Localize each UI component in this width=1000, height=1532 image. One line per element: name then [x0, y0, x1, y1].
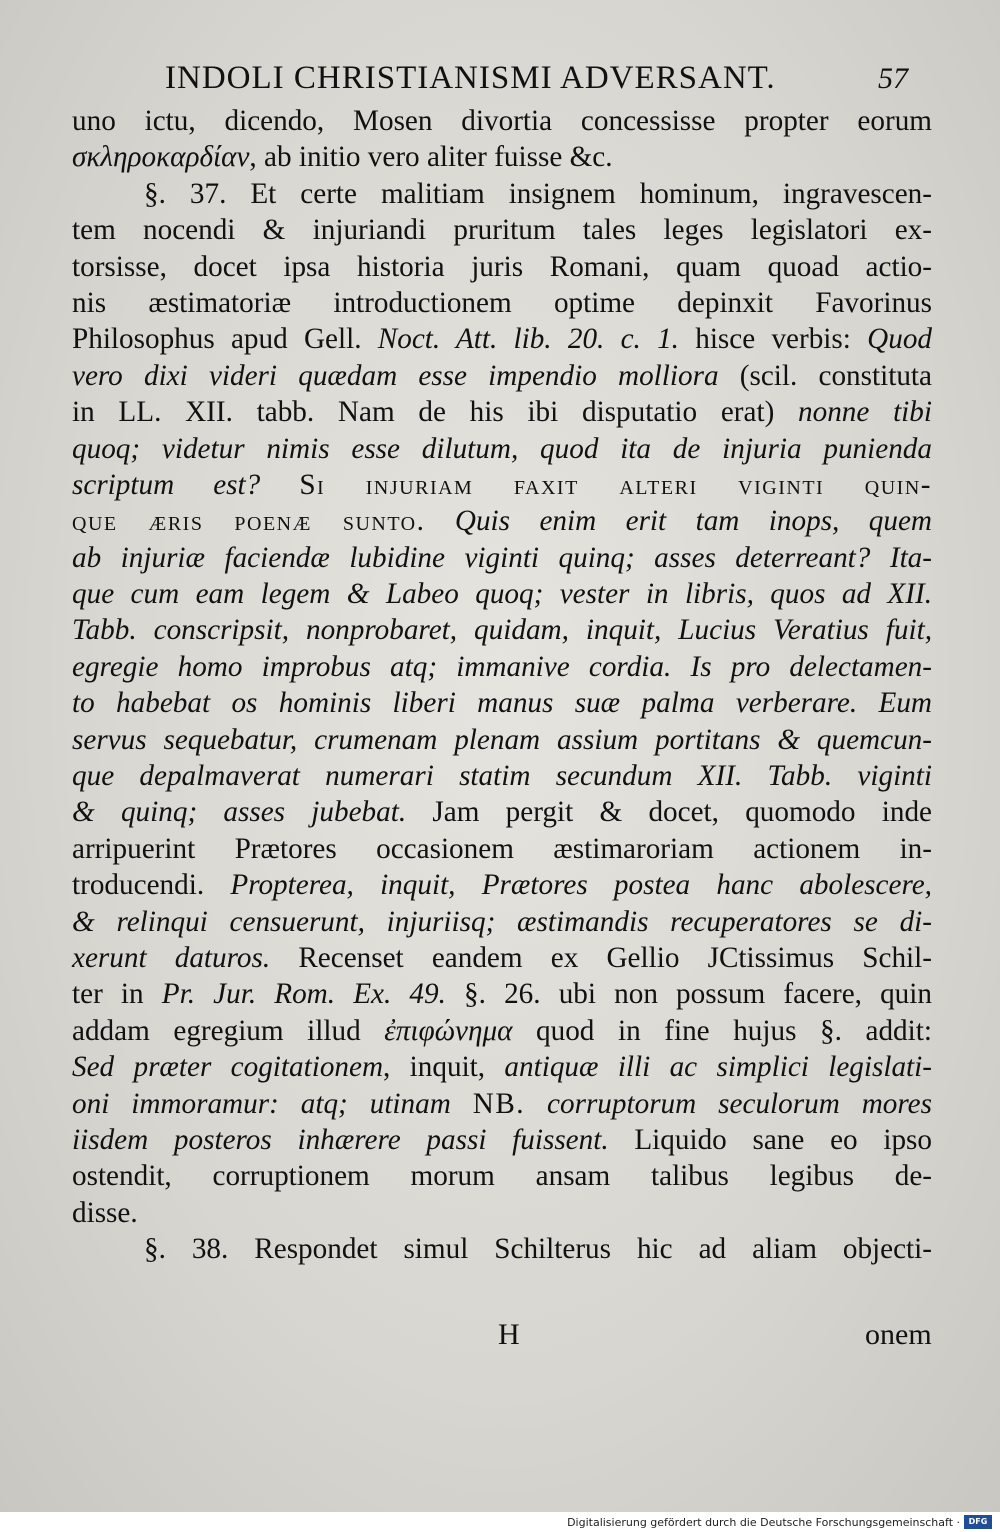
text-line: [72, 1231, 932, 1267]
text-segment: tem nocendi & injuriandi pruritum tales leges legislatori ex-: [72, 214, 932, 247]
running-head: INDOLI CHRISTIANISMI ADVERSANT.: [165, 60, 776, 96]
text-line: [72, 176, 932, 212]
text-line: [72, 976, 932, 1012]
text-segment: quod in fine hujus §. addit:: [512, 1014, 932, 1047]
page-number: 57: [878, 62, 908, 95]
text-line: [72, 1158, 932, 1194]
text-segment: [425, 505, 454, 537]
text-segment: Si injuriam faxit alteri viginti quin-: [299, 468, 932, 501]
text-line: [72, 685, 932, 721]
text-line: [72, 358, 932, 394]
text-line: [72, 904, 932, 940]
text-line: [72, 503, 932, 539]
text-segment: (scil. constituta: [718, 359, 932, 392]
text-segment: corruptorum seculorum mores: [525, 1087, 932, 1120]
text-segment: §. 26. ubi non possum facere, quin: [445, 978, 932, 1011]
text-segment: oni immoramur: atq; utinam: [72, 1087, 473, 1120]
text-line: [72, 431, 932, 467]
text-segment: ἐπιφώνημα: [384, 1014, 513, 1047]
funding-credit: Digitalisierung gefördert durch die Deutsche Forschungsgemeinschaft ·: [567, 1516, 960, 1529]
text-segment: que æris poenæ sunto.: [72, 505, 426, 538]
body-text: [72, 103, 932, 1268]
text-segment: , ab initio vero aliter fuisse &c.: [249, 141, 613, 174]
text-segment: in LL. XII. tabb. Nam de his ibi disputatio erat): [72, 396, 799, 429]
text-segment: Recenset eandem ex Gellio JCtissimus Schil-: [270, 941, 932, 974]
text-segment: Pr. Jur. Rom. Ex. 49.: [161, 978, 446, 1011]
text-line: [72, 940, 932, 976]
text-segment: §. 38. Respondet simul Schilterus hic ad aliam objecti-: [144, 1233, 932, 1266]
text-segment: uno ictu, dicendo, Mosen divortia concessisse propter eorum: [72, 105, 932, 137]
catchword: onem: [865, 1318, 932, 1351]
text-line: [72, 867, 932, 903]
text-segment: torsisse, docet ipsa historia juris Romani, quam quoad actio-: [72, 250, 932, 283]
text-segment: Liquido sane eo ipso: [608, 1123, 932, 1156]
text-segment: Tabb. conscripsit, nonprobaret, quidam, inquit, Lucius Veratius fuit,: [72, 614, 932, 647]
page-footer: [0, 1318, 1000, 1364]
text-line: [72, 212, 932, 248]
text-segment: que depalmaverat numerari statim secundum XII. Tabb. viginti: [72, 760, 932, 793]
text-segment: to habebat os hominis liberi manus suæ palma verberare. Eum: [72, 687, 932, 720]
text-segment: nis æstimatoriæ introductionem optime depinxit Favorinus: [72, 286, 932, 319]
text-segment: Jam pergit & docet, quomodo inde: [406, 796, 932, 829]
text-segment: troducendi.: [72, 869, 231, 902]
text-line: [72, 1013, 932, 1049]
text-segment: arripuerint Prætores occasionem æstimaroriam actionem in-: [72, 832, 932, 865]
text-line: [72, 285, 932, 321]
text-segment: Propterea, inquit, Prætores postea hanc abolescere,: [230, 869, 932, 902]
text-line: [72, 1122, 932, 1158]
text-line: [72, 1195, 932, 1231]
text-line: [72, 794, 932, 830]
text-segment: ab injuriæ faciendæ lubidine viginti quinq; asses deterreant? Ita-: [72, 541, 932, 574]
text-line: [72, 649, 932, 685]
text-segment: xerunt daturos.: [72, 941, 271, 974]
digitization-credit-bar: [0, 1512, 1000, 1532]
text-line: [72, 394, 932, 430]
text-line: [72, 722, 932, 758]
text-segment: scriptum est?: [72, 468, 300, 501]
text-line: [72, 576, 932, 612]
text-segment: & quinq; asses jubebat.: [72, 796, 407, 829]
text-segment: σκληροκαρδίαν: [72, 141, 250, 174]
dfg-logo: DFG: [964, 1515, 992, 1529]
text-segment: servus sequebatur, crumenam plenam assium portitans & quemcun-: [72, 723, 932, 756]
text-line: [72, 321, 932, 357]
text-segment: & relinqui censuerunt, injuriisq; æstimandis recuperatores se di-: [72, 905, 932, 938]
text-segment: iisdem posteros inhærere passi fuissent.: [72, 1123, 609, 1156]
text-line: [72, 831, 932, 867]
text-segment: hisce verbis:: [678, 323, 868, 356]
text-line: [72, 540, 932, 576]
page-header: [0, 58, 1000, 102]
text-segment: addam egregium illud: [72, 1014, 385, 1047]
text-line: [72, 139, 932, 175]
text-segment: que cum eam legem & Labeo quoq; vester in libris, quos ad XII.: [72, 578, 932, 611]
text-line: [72, 1049, 932, 1085]
text-line: [72, 249, 932, 285]
text-line: [72, 758, 932, 794]
text-segment: vero dixi videri quædam esse impendio molliora: [72, 359, 719, 392]
text-segment: nonne tibi: [798, 396, 932, 429]
text-segment: egregie homo improbus atq; immanive cordia. Is pro delectamen-: [72, 650, 932, 683]
text-segment: Quod: [867, 323, 933, 356]
text-line: [72, 103, 932, 139]
text-segment: Philosophus apud Gell.: [72, 323, 378, 356]
text-segment: disse.: [72, 1196, 138, 1229]
text-segment: Quis enim erit tam inops, quem: [454, 505, 933, 538]
text-segment: ter in: [72, 978, 162, 1011]
text-segment: , inquit,: [383, 1051, 505, 1084]
text-segment: §. 37. Et certe malitiam insignem hominum, ingravescen-: [144, 177, 932, 210]
text-segment: Sed præter cogitationem: [72, 1051, 384, 1084]
text-line: [72, 612, 932, 648]
text-segment: NB.: [472, 1087, 526, 1120]
text-line: [72, 1086, 932, 1122]
text-segment: ostendit, corruptionem morum ansam talibus legibus de-: [72, 1160, 932, 1193]
text-segment: antiquæ illi ac simplici legislati-: [504, 1051, 932, 1084]
signature-mark: H: [498, 1318, 520, 1351]
text-line: [72, 467, 932, 503]
text-segment: quoq; videtur nimis esse dilutum, quod ita de injuria punienda: [72, 432, 932, 465]
text-segment: Noct. Att. lib. 20. c. 1.: [377, 323, 679, 356]
